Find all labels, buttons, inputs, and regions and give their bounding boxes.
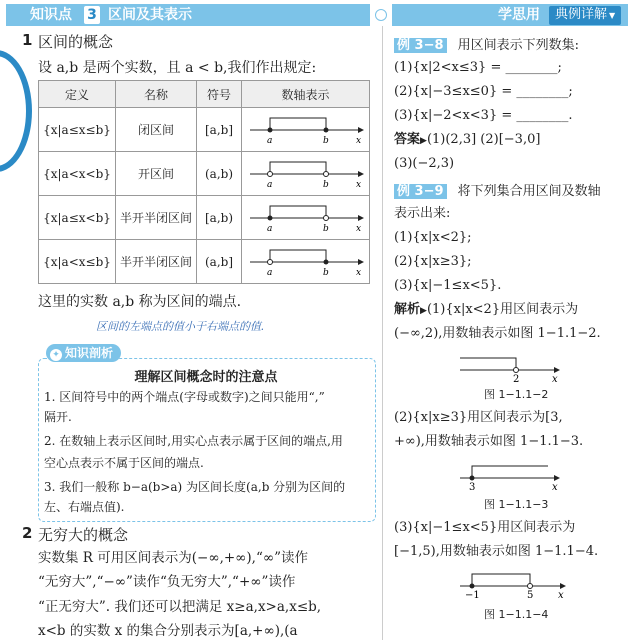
figure-1-1-1-3 — [456, 458, 566, 492]
table-cell-name: 开区间 — [116, 152, 197, 196]
axis-label-x: x — [355, 224, 361, 234]
table-row — [39, 240, 370, 284]
example-badge-label: 例 — [397, 38, 411, 53]
section1-intro: 设 a,b 是两个实数，且 a < b,我们作出规定: — [38, 60, 317, 76]
table-cell-axis — [242, 240, 370, 284]
table-header-row — [39, 81, 370, 108]
example-item: (1){x|2<x≤3} = ________; — [394, 60, 562, 75]
answer-line — [394, 130, 540, 151]
table-row — [39, 152, 370, 196]
example-3-8-heading — [394, 34, 579, 56]
axis-label-x: x — [558, 590, 564, 600]
example-3-9-heading — [394, 180, 601, 202]
example-title: 用区间表示下列数集: — [457, 38, 580, 53]
example-badge-label: 例 — [397, 184, 411, 199]
example-item: (1){x|x<2}; — [394, 230, 472, 245]
number-line-right-closed — [246, 242, 366, 278]
solution-line: (3){x|−1≤x<5}用区间表示为 — [394, 520, 576, 535]
axis-label-x: x — [552, 482, 558, 492]
solution-line: (2){x|x≥3}用区间表示为[3, — [394, 410, 563, 425]
number-line-open — [246, 154, 366, 190]
axis-label-x: x — [355, 136, 361, 146]
solution-line: [−1,5),用数轴表示如图 1−1.1−4. — [394, 544, 599, 559]
axis-label-b: b — [322, 180, 329, 190]
figure-1-1-1-2 — [456, 350, 566, 384]
axis-label-b: b — [322, 224, 329, 234]
table-header-cell: 名称 — [116, 81, 197, 108]
table-cell-axis — [242, 196, 370, 240]
triangle-icon: ▶ — [420, 306, 427, 316]
answer-label: 答案 — [394, 132, 421, 147]
tick-label: −1 — [465, 590, 480, 600]
tip-line: 左、右端点值). — [44, 500, 125, 514]
tip-badge — [46, 344, 121, 362]
figure-caption: 图 1−1.1−2 — [484, 388, 549, 401]
axis-label-a: a — [266, 136, 272, 146]
table-cell-def: {x|a≤x<b} — [39, 196, 116, 240]
table-cell-def: {x|a<x<b} — [39, 152, 116, 196]
endpoint-text: 这里的实数 a,b 称为区间的端点. — [38, 294, 242, 310]
handwritten-note: 区间的左端点的值小于右端点的值. — [96, 320, 265, 333]
table-cell-name: 半开半闭区间 — [116, 196, 197, 240]
table-row — [39, 196, 370, 240]
table-row — [39, 108, 370, 152]
tip-line: 2. 在数轴上表示区间时,用实心点表示属于区间的端点,用 — [44, 434, 343, 448]
example-badge — [394, 38, 447, 53]
example-item: (3){x|−1≤x<5}. — [394, 278, 502, 293]
example-item: (2){x|−3≤x≤0} = ________; — [394, 84, 573, 99]
example-badge — [394, 184, 447, 199]
tick-label: 2 — [513, 374, 520, 384]
tip-line: 空心点表示不属于区间的端点. — [44, 456, 204, 470]
solution-line: +∞),用数轴表示如图 1−1.1−3. — [394, 434, 584, 449]
solution-line: (−∞,2),用数轴表示如图 1−1.1−2. — [394, 326, 601, 341]
number-line-left-closed — [246, 198, 366, 234]
right-header-label: 学思用 — [498, 7, 540, 23]
example-item: (3){x|−2<x<3} = ________. — [394, 108, 573, 123]
section1-number: 1 — [22, 31, 33, 49]
section2-number: 2 — [22, 524, 33, 542]
table-header-cell: 数轴表示 — [242, 81, 370, 108]
section1-title: 区间的概念 — [38, 33, 114, 51]
triangle-icon: ▶ — [420, 136, 427, 146]
table-cell-name: 闭区间 — [116, 108, 197, 152]
axis-label-a: a — [266, 224, 272, 234]
solution-label: 解析 — [394, 302, 421, 317]
table-cell-axis — [242, 108, 370, 152]
section2-line: “正无穷大”. 我们还可以把满足 x≥a,x>a,x≤b, — [38, 599, 322, 615]
bulb-icon: ✦ — [50, 349, 62, 361]
table-header-cell: 定义 — [39, 81, 116, 108]
tick-label: 5 — [527, 590, 534, 600]
table-header-cell: 符号 — [197, 81, 242, 108]
interval-definition-table — [38, 80, 370, 284]
table-cell-symbol: (a,b) — [197, 152, 242, 196]
example-id: 3−9 — [414, 184, 444, 199]
section2-title: 无穷大的概念 — [38, 526, 129, 544]
decorative-circle — [0, 50, 32, 172]
column-divider — [382, 26, 383, 640]
table-cell-symbol: [a,b) — [197, 196, 242, 240]
axis-label-a: a — [266, 180, 272, 190]
right-header-box-text: 典例详解 — [555, 7, 608, 22]
table-cell-def: {x|a<x≤b} — [39, 240, 116, 284]
table-cell-symbol: [a,b] — [197, 108, 242, 152]
axis-label-b: b — [322, 136, 329, 146]
tip-line: 3. 我们一般称 b−a(b>a) 为区间长度(a,b 分别为区间的 — [44, 480, 346, 494]
solution-text: (1){x|x<2}用区间表示为 — [426, 302, 579, 317]
number-line-closed — [246, 110, 366, 146]
tip-title: 理解区间概念时的注意点 — [134, 370, 278, 385]
tick-label: 3 — [469, 482, 476, 492]
axis-label-x: x — [355, 180, 361, 190]
tip-line: 1. 区间符号中的两个端点(字母或数字)之间只能用“,” — [44, 390, 325, 404]
tip-line: 隔开. — [44, 410, 72, 424]
tip-badge-label: 知识剖析 — [65, 346, 114, 360]
example-id: 3−8 — [414, 38, 444, 53]
axis-label-x: x — [355, 268, 361, 278]
section2-line: x<b 的实数 x 的集合分别表示为[a,+∞),(a — [38, 623, 298, 639]
table-cell-symbol: (a,b] — [197, 240, 242, 284]
section2-line: 实数集 R 可用区间表示为(−∞,+∞),“∞”读作 — [38, 550, 309, 566]
answer-line: (3)(−2,3) — [394, 156, 455, 171]
header-number: 3 — [84, 6, 100, 24]
figure-1-1-1-4 — [456, 566, 572, 600]
header-divider-icon — [375, 9, 387, 21]
axis-label-a: a — [266, 268, 272, 278]
header-title: 区间及其表示 — [108, 7, 192, 23]
section2-line: “无穷大”,“−∞”读作“负无穷大”,“+∞”读作 — [38, 574, 296, 590]
table-cell-axis — [242, 152, 370, 196]
solution-line — [394, 300, 578, 321]
table-cell-def: {x|a≤x≤b} — [39, 108, 116, 152]
axis-label-x: x — [552, 374, 558, 384]
dropdown-triangle-icon: ▼ — [609, 11, 616, 20]
answer-text: (1)(2,3] (2)[−3,0] — [426, 132, 541, 147]
table-cell-name: 半开半闭区间 — [116, 240, 197, 284]
example-item: (2){x|x≥3}; — [394, 254, 472, 269]
figure-caption: 图 1−1.1−3 — [484, 498, 549, 511]
header-left-label: 知识点 — [30, 7, 72, 23]
example-title: 将下列集合用区间及数轴 — [457, 184, 601, 199]
figure-caption: 图 1−1.1−4 — [484, 608, 549, 621]
right-header-box — [549, 6, 621, 25]
example-title-cont: 表示出来: — [394, 206, 451, 221]
axis-label-b: b — [322, 268, 329, 278]
